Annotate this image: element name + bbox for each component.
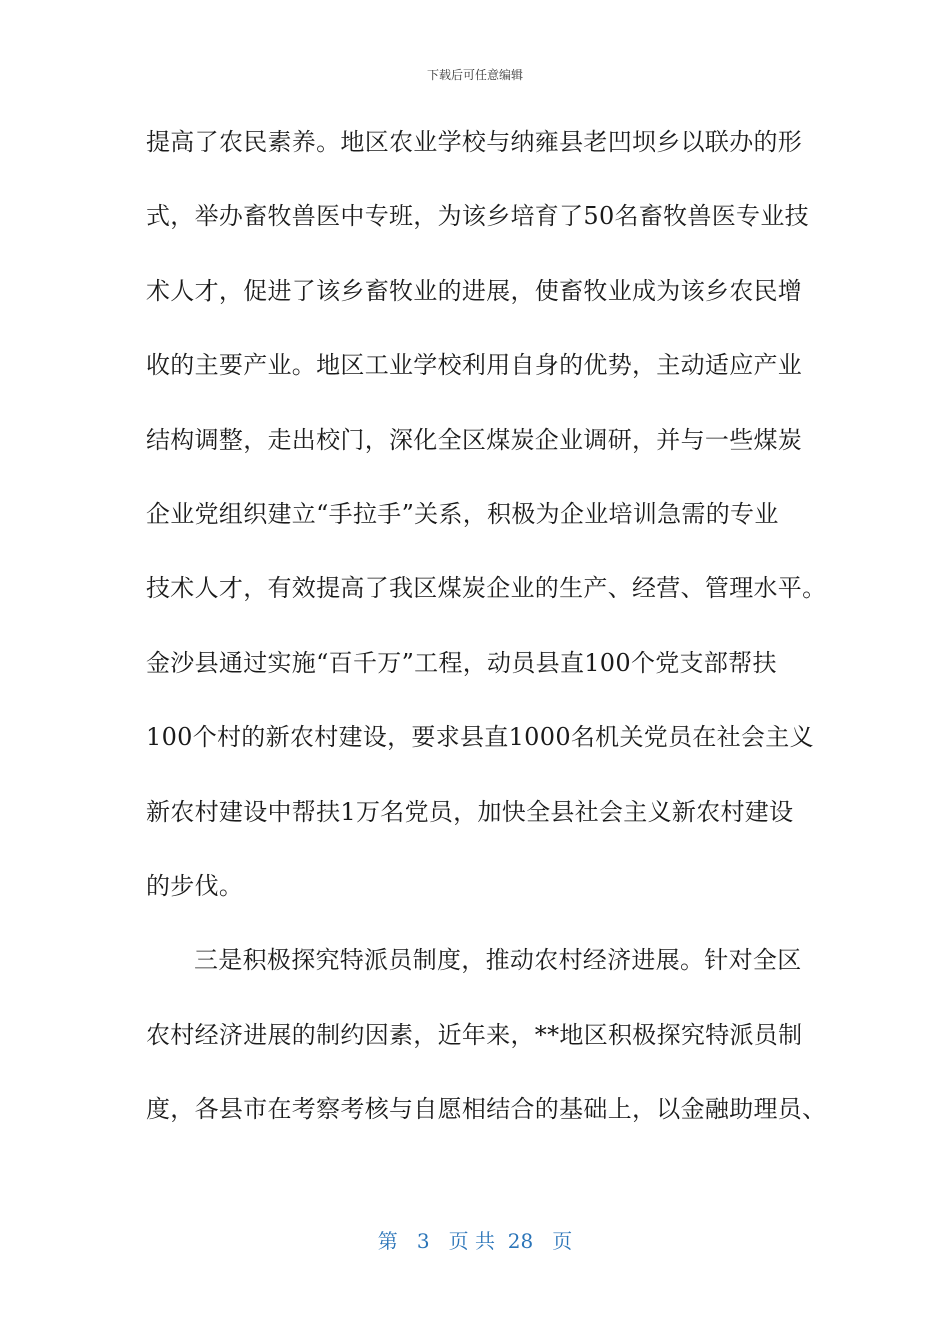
footer-suffix: 页 — [552, 1229, 573, 1253]
footer-current-page: 3 — [416, 1229, 430, 1253]
body-line: 式，举办畜牧兽医中专班，为该乡培育了50名畜牧兽医专业技 — [146, 202, 809, 231]
body-line: 度，各县市在考察考核与自愿相结合的基础上，以金融助理员、 — [146, 1095, 827, 1124]
body-line: 技术人才，有效提高了我区煤炭企业的生产、经营、管理水平。 — [146, 574, 827, 603]
header-note: 下载后可任意编辑 — [426, 68, 523, 82]
body-line: 企业党组织建立“手拉手”关系，积极为企业培训急需的专业 — [146, 499, 779, 528]
body-line: 的步伐。 — [146, 871, 244, 900]
body-line: 100个村的新农村建设，要求县直1000名机关党员在社会主义 — [146, 723, 814, 752]
body-line: 新农村建设中帮扶1万名党员，加快全县社会主义新农村建设 — [146, 797, 794, 826]
body-line: 金沙县通过实施“百千万”工程，动员县直100个党支部帮扶 — [146, 648, 777, 677]
body-line: 收的主要产业。地区工业学校利用自身的优势，主动适应产业 — [146, 351, 803, 380]
footer-prefix: 第 — [377, 1229, 398, 1253]
body-line: 农村经济进展的制约因素，近年来，**地区积极探究特派员制 — [146, 1020, 803, 1049]
footer-total-pages: 28 — [507, 1229, 534, 1253]
footer-middle: 页 共 — [448, 1229, 495, 1253]
page-footer — [0, 1225, 950, 1254]
body-line-indented: 三是积极探究特派员制度，推动农村经济进展。针对全区 — [194, 946, 802, 975]
body-line: 提高了农民素养。地区农业学校与纳雍县老凹坝乡以联办的形 — [146, 128, 803, 156]
document-body — [146, 122, 826, 1163]
body-line: 结构调整，走出校门，深化全区煤炭企业调研，并与一些煤炭 — [146, 425, 803, 454]
body-line: 术人才，促进了该乡畜牧业的进展，使畜牧业成为该乡农民增 — [146, 276, 803, 305]
